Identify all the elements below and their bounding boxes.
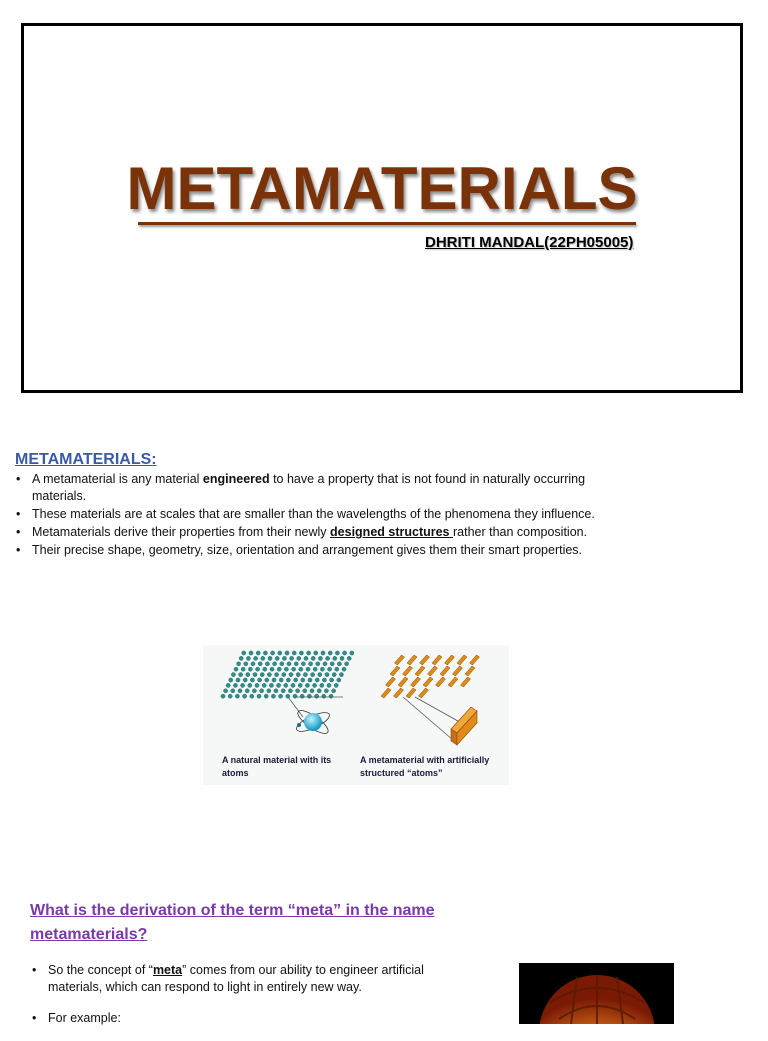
bullet-text: to have a property that is not found in naturally occurring materials.: [32, 472, 586, 503]
bullet-text: ” comes from our ability to engineer artificial materials, which can respond to light in entirely new way.: [48, 963, 424, 994]
atom-lattice: [221, 651, 354, 698]
bullet-text: rather than composition.: [452, 525, 588, 539]
bullet-text: Their precise shape, geometry, size, orientation and arrangement gives them their smart properties.: [32, 543, 583, 557]
list-item: [14, 471, 634, 505]
figure-caption-right: A metamaterial with artificially structured “atoms”: [360, 755, 490, 778]
bullet-emphasis: engineered: [202, 472, 270, 486]
author-name: DHRITI MANDAL(22PH05005): [425, 234, 634, 251]
title-slide: [21, 23, 743, 393]
bullet-emphasis: designed structures: [330, 525, 453, 539]
intro-bullet-list: [14, 471, 634, 560]
figure-caption-left: A natural material with its atoms: [222, 755, 332, 778]
metamaterial-photo: [519, 963, 674, 1024]
zoom-line: [415, 697, 465, 725]
bullet-text: Metamaterials derive their properties from their newly: [32, 525, 331, 539]
page-title: METAMATERIALS: [126, 155, 638, 222]
list-item: [30, 1010, 470, 1027]
bullet-text: A metamaterial is any material: [32, 472, 203, 486]
list-item: [14, 506, 634, 523]
bullet-emphasis: meta: [152, 963, 183, 977]
atom-icon: [294, 707, 332, 737]
natural-vs-metamaterial-figure: [203, 645, 509, 785]
bullet-text: So the concept of “: [48, 963, 153, 977]
title-underline: [138, 222, 636, 225]
zoom-line: [403, 697, 453, 740]
bullet-text: For example:: [48, 1011, 121, 1025]
derivation-bullet-list: [30, 962, 470, 1041]
metamaterial-photo-illustration: [519, 963, 674, 1024]
list-item: [14, 542, 634, 559]
section-heading: METAMATERIALS:: [15, 451, 157, 468]
split-ring-resonator-icon: [451, 707, 477, 745]
zoom-line: [288, 697, 303, 717]
srr-array: [381, 655, 480, 698]
list-item: [30, 962, 470, 996]
list-item: [14, 524, 634, 541]
bullet-text: These materials are at scales that are smaller than the wavelengths of the phenomena they influence.: [32, 507, 595, 521]
derivation-heading: What is the derivation of the term “meta” in the name metamaterials?: [30, 902, 435, 943]
